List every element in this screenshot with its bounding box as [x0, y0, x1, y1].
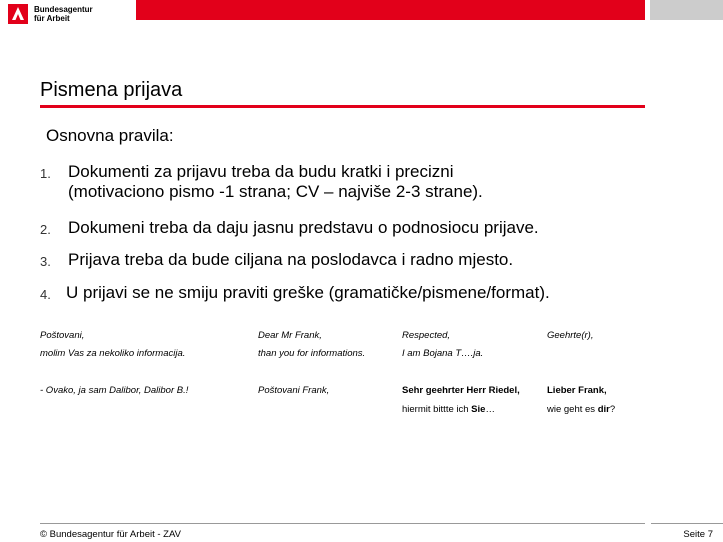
- cell-text: ?: [609, 404, 616, 415]
- footer-copyright: © Bundesagentur für Arbeit - ZAV: [40, 529, 181, 540]
- table-cell: Respected,: [402, 330, 451, 341]
- cell-text: …: [485, 404, 495, 415]
- page-title: Pismena prijava: [40, 79, 183, 101]
- title-underline: [40, 105, 645, 108]
- table-cell: Lieber Frank,: [547, 385, 607, 396]
- header-red-bar: [136, 0, 645, 20]
- logo-line-1: Bundesagentur: [34, 5, 93, 14]
- footer-divider: [40, 523, 645, 524]
- section-subtitle: Osnovna pravila:: [46, 126, 174, 145]
- table-cell: Poštovani Frank,: [258, 385, 330, 396]
- cell-emphasis: dir: [597, 404, 610, 415]
- table-cell: than you for informations.: [258, 348, 366, 359]
- list-text-continued: (motivaciono pismo -1 strana; CV – najviše 2-3 strane).: [68, 182, 483, 201]
- list-number: 1.: [40, 166, 51, 181]
- logo-line-2: für Arbeit: [34, 13, 70, 23]
- table-cell: Sehr geehrter Herr Riedel,: [402, 385, 520, 396]
- header-grey-bar: [650, 0, 723, 20]
- cell-text: hiermit bittte ich: [402, 404, 472, 415]
- list-number: 4.: [40, 287, 51, 302]
- table-cell: Poštovani,: [40, 330, 85, 341]
- cell-text: wie geht es: [547, 404, 598, 415]
- table-cell: - Ovako, ja sam Dalibor, Dalibor B.!: [40, 385, 189, 396]
- table-cell: Geehrte(r),: [547, 330, 594, 341]
- list-text: Prijava treba da bude ciljana na poslodavca i radno mjesto.: [68, 250, 514, 269]
- table-cell: [547, 404, 615, 415]
- table-cell: Dear Mr Frank,: [258, 330, 322, 341]
- list-text: U prijavi se ne smiju praviti greške (gramatičke/pismene/format).: [66, 283, 550, 302]
- cell-emphasis: Sie: [471, 404, 486, 415]
- list-number: 2.: [40, 222, 51, 237]
- logo-text: [34, 6, 93, 23]
- table-cell: [402, 404, 495, 415]
- footer-divider-right: [651, 523, 723, 524]
- list-text: Dokumenti za prijavu treba da budu kratki i precizni: [68, 162, 454, 181]
- table-cell: molim Vas za nekoliko informacija.: [40, 348, 186, 359]
- logo: [8, 4, 128, 24]
- list-number: 3.: [40, 254, 51, 269]
- page-number: Seite 7: [683, 529, 713, 540]
- list-text: Dokumeni treba da daju jasnu predstavu o podnosiocu prijave.: [68, 218, 539, 237]
- table-cell: I am Bojana T….ja.: [402, 348, 484, 359]
- ba-logo-icon: [8, 4, 28, 24]
